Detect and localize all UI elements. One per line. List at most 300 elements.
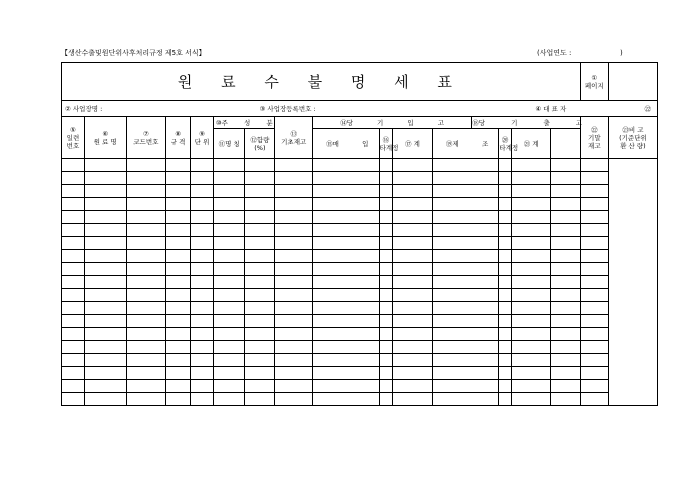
table-cell[interactable]: [275, 328, 312, 341]
table-cell[interactable]: [551, 185, 580, 198]
table-cell[interactable]: [191, 185, 214, 198]
table-cell[interactable]: [312, 276, 379, 289]
table-cell[interactable]: [511, 224, 551, 237]
table-cell[interactable]: [214, 211, 245, 224]
table-cell[interactable]: [499, 341, 511, 354]
table-cell[interactable]: [166, 237, 191, 250]
table-cell[interactable]: [191, 328, 214, 341]
table-cell[interactable]: [432, 185, 499, 198]
table-cell[interactable]: [551, 328, 580, 341]
table-cell[interactable]: [84, 328, 126, 341]
table-cell[interactable]: [62, 354, 85, 367]
table-cell[interactable]: [166, 341, 191, 354]
table-cell[interactable]: [432, 159, 499, 172]
table-cell[interactable]: [84, 276, 126, 289]
table-cell[interactable]: [214, 250, 245, 263]
table-cell[interactable]: [312, 211, 379, 224]
table-cell[interactable]: [126, 393, 166, 406]
table-cell[interactable]: [393, 263, 433, 276]
table-cell[interactable]: [166, 185, 191, 198]
table-cell[interactable]: [432, 224, 499, 237]
table-cell[interactable]: [312, 315, 379, 328]
table-cell[interactable]: [166, 224, 191, 237]
table-cell[interactable]: [499, 159, 511, 172]
table-cell[interactable]: [62, 263, 85, 276]
table-cell[interactable]: [275, 172, 312, 185]
table-cell[interactable]: [393, 159, 433, 172]
table-cell[interactable]: [166, 315, 191, 328]
table-cell[interactable]: [379, 263, 393, 276]
table-cell[interactable]: [432, 328, 499, 341]
company-name-field[interactable]: ② 사업장명 :: [62, 101, 214, 117]
table-cell[interactable]: [214, 237, 245, 250]
table-cell[interactable]: [84, 250, 126, 263]
table-cell[interactable]: [511, 263, 551, 276]
table-cell[interactable]: [191, 276, 214, 289]
table-cell[interactable]: [580, 250, 608, 263]
table-cell[interactable]: [511, 172, 551, 185]
table-cell[interactable]: [84, 393, 126, 406]
table-cell[interactable]: [432, 263, 499, 276]
table-cell[interactable]: [551, 237, 580, 250]
table-cell[interactable]: [511, 354, 551, 367]
table-cell[interactable]: [214, 367, 245, 380]
table-cell[interactable]: [393, 315, 433, 328]
table-cell[interactable]: [379, 380, 393, 393]
table-cell[interactable]: [580, 302, 608, 315]
table-cell[interactable]: [275, 276, 312, 289]
table-cell[interactable]: [432, 302, 499, 315]
table-cell[interactable]: [312, 224, 379, 237]
table-cell[interactable]: [511, 250, 551, 263]
table-cell[interactable]: [499, 224, 511, 237]
page-no-cell[interactable]: ① 페이지: [580, 63, 608, 101]
table-cell[interactable]: [191, 172, 214, 185]
table-cell[interactable]: [275, 315, 312, 328]
table-cell[interactable]: [126, 237, 166, 250]
table-cell[interactable]: [432, 380, 499, 393]
table-cell[interactable]: [275, 393, 312, 406]
table-cell[interactable]: [580, 393, 608, 406]
table-cell[interactable]: [580, 185, 608, 198]
table-cell[interactable]: [62, 302, 85, 315]
table-cell[interactable]: [275, 198, 312, 211]
table-cell[interactable]: [379, 237, 393, 250]
table-cell[interactable]: [499, 393, 511, 406]
table-cell[interactable]: [84, 367, 126, 380]
table-cell[interactable]: [393, 328, 433, 341]
ceo-field[interactable]: ④ 대 표 자: [432, 101, 580, 117]
table-cell[interactable]: [62, 224, 85, 237]
table-cell[interactable]: [126, 159, 166, 172]
table-cell[interactable]: [84, 159, 126, 172]
table-cell[interactable]: [551, 224, 580, 237]
table-cell[interactable]: [580, 367, 608, 380]
table-cell[interactable]: [393, 289, 433, 302]
table-cell[interactable]: [214, 341, 245, 354]
table-cell[interactable]: [214, 172, 245, 185]
table-cell[interactable]: [580, 237, 608, 250]
table-cell[interactable]: [126, 172, 166, 185]
table-cell[interactable]: [312, 328, 379, 341]
table-cell[interactable]: [275, 237, 312, 250]
table-cell[interactable]: [312, 263, 379, 276]
table-cell[interactable]: [84, 172, 126, 185]
table-cell[interactable]: [312, 354, 379, 367]
table-cell[interactable]: [432, 211, 499, 224]
table-cell[interactable]: [245, 250, 275, 263]
table-cell[interactable]: [166, 289, 191, 302]
table-cell[interactable]: [84, 289, 126, 302]
table-cell[interactable]: [214, 393, 245, 406]
table-cell[interactable]: [275, 341, 312, 354]
table-cell[interactable]: [275, 185, 312, 198]
table-cell[interactable]: [379, 289, 393, 302]
table-cell[interactable]: [379, 159, 393, 172]
table-cell[interactable]: [166, 198, 191, 211]
table-cell[interactable]: [191, 237, 214, 250]
table-cell[interactable]: [126, 211, 166, 224]
table-cell[interactable]: [312, 289, 379, 302]
table-cell[interactable]: [166, 172, 191, 185]
table-cell[interactable]: [499, 250, 511, 263]
table-cell[interactable]: [126, 302, 166, 315]
table-cell[interactable]: [214, 263, 245, 276]
table-cell[interactable]: [62, 289, 85, 302]
table-cell[interactable]: [312, 172, 379, 185]
table-cell[interactable]: [166, 276, 191, 289]
table-cell[interactable]: [84, 315, 126, 328]
page-no-value[interactable]: [608, 63, 657, 101]
table-cell[interactable]: [393, 198, 433, 211]
table-cell[interactable]: [580, 289, 608, 302]
table-cell[interactable]: [580, 224, 608, 237]
table-cell[interactable]: [393, 302, 433, 315]
table-cell[interactable]: [551, 263, 580, 276]
table-cell[interactable]: [126, 224, 166, 237]
table-cell[interactable]: [432, 367, 499, 380]
table-cell[interactable]: [214, 354, 245, 367]
table-cell[interactable]: [245, 211, 275, 224]
table-cell[interactable]: [62, 237, 85, 250]
table-cell[interactable]: [432, 172, 499, 185]
table-cell[interactable]: [275, 159, 312, 172]
table-cell[interactable]: [191, 211, 214, 224]
table-cell[interactable]: [191, 380, 214, 393]
table-cell[interactable]: [393, 341, 433, 354]
table-cell[interactable]: [166, 393, 191, 406]
table-cell[interactable]: [214, 328, 245, 341]
table-cell[interactable]: [551, 250, 580, 263]
table-cell[interactable]: [245, 237, 275, 250]
table-cell[interactable]: [379, 315, 393, 328]
table-cell[interactable]: [191, 354, 214, 367]
table-cell[interactable]: [393, 211, 433, 224]
table-cell[interactable]: [499, 185, 511, 198]
table-cell[interactable]: [84, 185, 126, 198]
table-cell[interactable]: [379, 393, 393, 406]
table-cell[interactable]: [275, 211, 312, 224]
table-cell[interactable]: [511, 211, 551, 224]
table-cell[interactable]: [393, 224, 433, 237]
table-cell[interactable]: [245, 276, 275, 289]
table-cell[interactable]: [191, 341, 214, 354]
table-cell[interactable]: [379, 172, 393, 185]
table-cell[interactable]: [499, 315, 511, 328]
table-cell[interactable]: [62, 159, 85, 172]
table-cell[interactable]: [275, 380, 312, 393]
table-cell[interactable]: [275, 224, 312, 237]
table-cell[interactable]: [499, 276, 511, 289]
table-cell[interactable]: [312, 237, 379, 250]
table-cell[interactable]: [551, 367, 580, 380]
table-cell[interactable]: [432, 237, 499, 250]
table-cell[interactable]: [432, 198, 499, 211]
table-cell[interactable]: [393, 354, 433, 367]
table-cell[interactable]: [126, 263, 166, 276]
table-cell[interactable]: [62, 341, 85, 354]
table-cell[interactable]: [432, 276, 499, 289]
table-cell[interactable]: [245, 224, 275, 237]
table-cell[interactable]: [245, 354, 275, 367]
table-cell[interactable]: [499, 328, 511, 341]
table-cell[interactable]: [166, 250, 191, 263]
table-cell[interactable]: [62, 198, 85, 211]
table-cell[interactable]: [551, 302, 580, 315]
table-cell[interactable]: [312, 198, 379, 211]
table-cell[interactable]: [379, 328, 393, 341]
table-cell[interactable]: [379, 276, 393, 289]
table-cell[interactable]: [166, 211, 191, 224]
table-cell[interactable]: [214, 224, 245, 237]
table-cell[interactable]: [84, 380, 126, 393]
table-cell[interactable]: [499, 289, 511, 302]
table-cell[interactable]: [126, 380, 166, 393]
table-cell[interactable]: [245, 341, 275, 354]
table-cell[interactable]: [551, 341, 580, 354]
table-cell[interactable]: [580, 159, 608, 172]
table-cell[interactable]: [511, 315, 551, 328]
table-cell[interactable]: [499, 172, 511, 185]
table-cell[interactable]: [511, 159, 551, 172]
table-cell[interactable]: [275, 250, 312, 263]
table-cell[interactable]: [191, 302, 214, 315]
table-cell[interactable]: [379, 302, 393, 315]
table-cell[interactable]: [191, 159, 214, 172]
table-cell[interactable]: [275, 289, 312, 302]
table-cell[interactable]: [245, 289, 275, 302]
table-cell[interactable]: [214, 302, 245, 315]
table-cell[interactable]: [432, 393, 499, 406]
registration-number-field[interactable]: ③ 사업장등록번호 :: [214, 101, 433, 117]
table-cell[interactable]: [245, 328, 275, 341]
table-cell[interactable]: [214, 198, 245, 211]
table-cell[interactable]: [580, 328, 608, 341]
table-cell[interactable]: [166, 302, 191, 315]
table-cell[interactable]: [245, 315, 275, 328]
table-cell[interactable]: [62, 328, 85, 341]
table-cell[interactable]: [191, 198, 214, 211]
table-cell[interactable]: [62, 380, 85, 393]
table-cell[interactable]: [580, 354, 608, 367]
table-cell[interactable]: [191, 289, 214, 302]
table-cell[interactable]: [499, 354, 511, 367]
table-cell[interactable]: [245, 302, 275, 315]
table-cell[interactable]: [214, 276, 245, 289]
table-cell[interactable]: [126, 198, 166, 211]
table-cell[interactable]: [84, 263, 126, 276]
table-cell[interactable]: [312, 367, 379, 380]
table-cell[interactable]: [126, 354, 166, 367]
table-cell[interactable]: [275, 302, 312, 315]
table-cell[interactable]: [62, 393, 85, 406]
table-cell[interactable]: [393, 380, 433, 393]
table-cell[interactable]: [62, 367, 85, 380]
table-cell[interactable]: [275, 263, 312, 276]
table-cell[interactable]: [191, 315, 214, 328]
table-cell[interactable]: [126, 185, 166, 198]
table-cell[interactable]: [191, 367, 214, 380]
table-cell[interactable]: [62, 276, 85, 289]
table-cell[interactable]: [312, 250, 379, 263]
table-cell[interactable]: [214, 185, 245, 198]
table-cell[interactable]: [245, 393, 275, 406]
table-cell[interactable]: [551, 159, 580, 172]
table-cell[interactable]: [275, 367, 312, 380]
table-cell[interactable]: [379, 224, 393, 237]
table-cell[interactable]: [84, 302, 126, 315]
table-cell[interactable]: [580, 380, 608, 393]
table-cell[interactable]: [166, 159, 191, 172]
table-cell[interactable]: [126, 289, 166, 302]
table-cell[interactable]: [126, 341, 166, 354]
table-cell[interactable]: [551, 172, 580, 185]
table-cell[interactable]: [379, 341, 393, 354]
table-cell[interactable]: [499, 367, 511, 380]
table-cell[interactable]: [275, 354, 312, 367]
table-cell[interactable]: [312, 302, 379, 315]
table-cell[interactable]: [312, 393, 379, 406]
table-cell[interactable]: [214, 315, 245, 328]
table-cell[interactable]: [551, 393, 580, 406]
table-cell[interactable]: [511, 393, 551, 406]
table-cell[interactable]: [214, 289, 245, 302]
table-cell[interactable]: [214, 380, 245, 393]
table-cell[interactable]: [62, 315, 85, 328]
table-cell[interactable]: [166, 354, 191, 367]
table-cell[interactable]: [191, 250, 214, 263]
table-cell[interactable]: [511, 302, 551, 315]
table-cell[interactable]: [580, 276, 608, 289]
table-cell[interactable]: [245, 367, 275, 380]
table-cell[interactable]: [245, 159, 275, 172]
table-cell[interactable]: [432, 315, 499, 328]
table-cell[interactable]: [62, 172, 85, 185]
table-cell[interactable]: [551, 289, 580, 302]
table-cell[interactable]: [245, 185, 275, 198]
table-cell[interactable]: [580, 315, 608, 328]
table-cell[interactable]: [84, 198, 126, 211]
table-cell[interactable]: [580, 198, 608, 211]
table-cell[interactable]: [245, 380, 275, 393]
table-cell[interactable]: [432, 289, 499, 302]
table-cell[interactable]: [511, 367, 551, 380]
table-cell[interactable]: [511, 276, 551, 289]
table-cell[interactable]: [312, 185, 379, 198]
table-cell[interactable]: [580, 341, 608, 354]
table-cell[interactable]: [511, 380, 551, 393]
table-cell[interactable]: [511, 198, 551, 211]
table-cell[interactable]: [499, 380, 511, 393]
table-cell[interactable]: [379, 185, 393, 198]
table-cell[interactable]: [84, 354, 126, 367]
table-cell[interactable]: [84, 224, 126, 237]
table-cell[interactable]: [191, 393, 214, 406]
table-cell[interactable]: [393, 172, 433, 185]
table-cell[interactable]: [62, 211, 85, 224]
table-cell[interactable]: [393, 237, 433, 250]
table-cell[interactable]: [245, 198, 275, 211]
table-cell[interactable]: [551, 380, 580, 393]
table-cell[interactable]: [551, 276, 580, 289]
table-cell[interactable]: [432, 354, 499, 367]
table-cell[interactable]: [84, 341, 126, 354]
table-cell[interactable]: [511, 237, 551, 250]
table-cell[interactable]: [393, 276, 433, 289]
table-cell[interactable]: [393, 250, 433, 263]
table-cell[interactable]: [191, 224, 214, 237]
table-cell[interactable]: [580, 263, 608, 276]
table-cell[interactable]: [84, 237, 126, 250]
table-cell[interactable]: [432, 250, 499, 263]
table-cell[interactable]: [166, 263, 191, 276]
table-cell[interactable]: [379, 354, 393, 367]
table-cell[interactable]: [62, 250, 85, 263]
table-cell[interactable]: [432, 341, 499, 354]
table-cell[interactable]: [312, 380, 379, 393]
table-cell[interactable]: [499, 302, 511, 315]
table-cell[interactable]: [379, 198, 393, 211]
table-cell[interactable]: [166, 328, 191, 341]
table-cell[interactable]: [191, 263, 214, 276]
table-cell[interactable]: [166, 367, 191, 380]
table-cell[interactable]: [511, 289, 551, 302]
table-cell[interactable]: [214, 159, 245, 172]
table-cell[interactable]: [499, 263, 511, 276]
table-cell[interactable]: [379, 211, 393, 224]
table-cell[interactable]: [511, 328, 551, 341]
table-cell[interactable]: [499, 211, 511, 224]
table-cell[interactable]: [511, 185, 551, 198]
table-cell[interactable]: [499, 198, 511, 211]
table-cell[interactable]: [551, 211, 580, 224]
table-cell[interactable]: [62, 185, 85, 198]
table-cell[interactable]: [312, 159, 379, 172]
table-cell[interactable]: [126, 328, 166, 341]
table-cell[interactable]: [551, 315, 580, 328]
table-cell[interactable]: [245, 263, 275, 276]
table-cell[interactable]: [499, 237, 511, 250]
table-cell[interactable]: [126, 250, 166, 263]
table-cell[interactable]: [126, 315, 166, 328]
table-cell[interactable]: [166, 380, 191, 393]
table-cell[interactable]: [580, 172, 608, 185]
table-cell[interactable]: [551, 354, 580, 367]
table-cell[interactable]: [393, 367, 433, 380]
table-cell[interactable]: [379, 367, 393, 380]
table-cell[interactable]: [126, 276, 166, 289]
table-cell[interactable]: [393, 393, 433, 406]
